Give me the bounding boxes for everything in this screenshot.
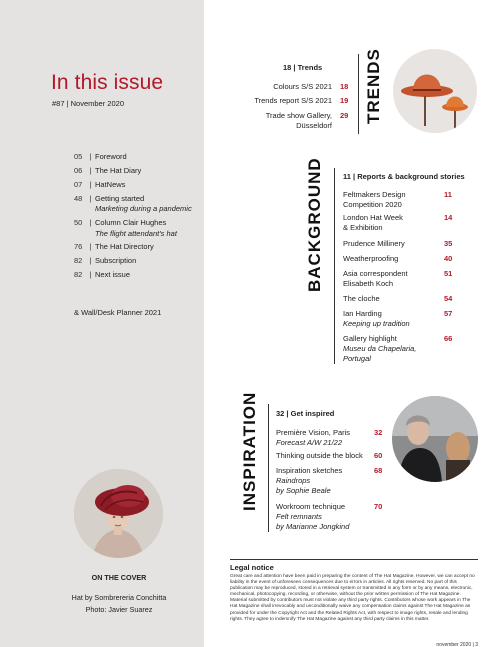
trends-item-title-line2: Düsseldorf <box>296 121 332 130</box>
inspiration-divider <box>268 404 269 532</box>
background-item-title: Gallery highlight <box>343 334 397 343</box>
trends-heading: 18 | Trends <box>283 63 323 72</box>
toc-page: 82 <box>74 256 83 266</box>
background-item[interactable] <box>343 254 438 264</box>
inspiration-item-title: Thinking outside the block <box>276 451 363 460</box>
toc-subtitle: The flight attendant's hat <box>95 228 177 238</box>
toc-subtitle: Marketing during a pandemic <box>95 204 192 214</box>
trends-item-page: 29 <box>340 111 349 120</box>
toc-list <box>74 152 202 284</box>
background-item-subtitle-line2: Portugal <box>343 354 371 363</box>
toc-separator: | <box>89 179 92 189</box>
toc-page: 48 <box>74 193 83 203</box>
trends-item[interactable] <box>236 111 332 131</box>
cover-caption <box>58 572 180 616</box>
legal-body: Great care and attention have been paid in preparing the content of The Hat Magazine. However, we can accept no liability in the event of unforeseen consequences due to errors in articles. All rights reserved. No part of this publication may be reproduced, stored in a retrieval system or transmitted in any form or by any means, electronic, mechanical, photocopying, recording, or otherwise, without the prior written permission of The Hat Magazine. Material submitted by contributors must not violate any third party rights. Contributors whose work appears in The Hat Magazine shall irrevocably and unconditionally waive any compensation claims against The Hat Magazine as provided for under the Copyright Act and the Related Rights Act, with respect to image rights, resale and lending rights. They agree to indemnify The Hat Magazine against any third party claims in this matter. <box>230 574 475 622</box>
toc-separator: | <box>89 152 92 161</box>
trends-item[interactable] <box>236 82 332 92</box>
inspiration-item[interactable] <box>276 451 376 461</box>
cover-credit-hat: Hat by Sombrereria Conchitta <box>71 593 167 602</box>
trends-item-title: Trends report S/S 2021 <box>254 96 332 105</box>
toc-page: 76 <box>74 242 83 252</box>
planner-note: & Wall/Desk Planner 2021 <box>74 308 162 317</box>
background-item-page: 35 <box>444 239 453 248</box>
background-item-page: 40 <box>444 254 453 263</box>
toc-item[interactable] <box>74 270 202 281</box>
trends-photo <box>393 49 477 133</box>
toc-title: HatNews <box>95 179 126 189</box>
background-item-page: 66 <box>444 334 453 343</box>
inspiration-item-subtitle: Forecast A/W 21/22 <box>276 438 342 447</box>
inspiration-section-label: INSPIRATION <box>240 391 259 511</box>
background-item-title-line2: & Exhibition <box>343 223 383 232</box>
inspiration-item[interactable] <box>276 466 376 496</box>
toc-title: The Hat Directory <box>95 242 154 252</box>
inspiration-item-page: 32 <box>374 428 383 437</box>
background-item[interactable] <box>343 294 438 304</box>
toc-separator: | <box>89 193 92 203</box>
page-title: In this issue <box>51 71 164 94</box>
trends-item-title: Colours S/S 2021 <box>273 82 332 91</box>
inspiration-item[interactable] <box>276 502 376 532</box>
toc-title: Column Clair Hughes <box>95 218 167 228</box>
trends-item-title: Trade show Gallery, <box>265 111 332 120</box>
toc-separator: | <box>89 218 92 228</box>
background-item-title: Asia correspondent <box>343 269 408 278</box>
legal-notice <box>230 559 478 623</box>
background-item-title: Prudence Millinery <box>343 239 405 248</box>
cover-heading: ON THE COVER <box>91 573 147 582</box>
cover-photo <box>74 469 163 558</box>
issue-number: #87 | November 2020 <box>52 99 124 108</box>
toc-page: 05 <box>74 152 83 161</box>
toc-page: 82 <box>74 270 83 280</box>
background-item[interactable] <box>343 309 438 329</box>
inspiration-item-subtitle: Raindrops <box>276 476 311 485</box>
toc-separator: | <box>89 165 92 175</box>
toc-item[interactable] <box>74 194 202 215</box>
background-item[interactable] <box>343 190 438 210</box>
trends-item-page: 19 <box>340 96 349 105</box>
background-item[interactable] <box>343 269 438 289</box>
toc-page: 06 <box>74 165 83 175</box>
legal-heading: Legal notice <box>230 563 274 572</box>
inspiration-item-title: Inspiration sketches <box>276 466 343 475</box>
toc-item[interactable] <box>74 166 202 177</box>
page-footer: november 2020 | 3 <box>436 642 478 647</box>
cover-credit-photo: Photo: Javier Suarez <box>85 605 153 614</box>
background-item-page: 54 <box>444 294 453 303</box>
background-item[interactable] <box>343 334 438 364</box>
trends-item[interactable] <box>236 96 332 106</box>
toc-title-block <box>95 218 202 239</box>
background-item-title: The cloche <box>343 294 380 303</box>
toc-item[interactable] <box>74 256 202 267</box>
toc-title: Getting started <box>95 193 145 203</box>
background-heading: 11 | Reports & background stories <box>343 172 465 181</box>
inspiration-item-page: 60 <box>374 451 383 460</box>
background-divider <box>334 168 335 364</box>
toc-title: The Hat Diary <box>95 165 142 175</box>
inspiration-photo <box>392 396 478 482</box>
toc-item[interactable] <box>74 180 202 191</box>
background-item-page: 11 <box>444 190 452 199</box>
background-item-title-line2: Elisabeth Koch <box>343 279 394 288</box>
background-item-subtitle: Museu da Chapelaria, <box>343 344 417 353</box>
background-item-page: 14 <box>444 213 453 222</box>
toc-separator: | <box>89 242 92 252</box>
toc-item[interactable] <box>74 218 202 239</box>
inspiration-item-subtitle-line2: by Sophie Beale <box>276 486 331 495</box>
background-item-page: 57 <box>444 309 453 318</box>
inspiration-item-subtitle: Felt remnants <box>276 512 322 521</box>
trends-section-label: TRENDS <box>364 48 383 124</box>
trends-divider <box>358 54 359 134</box>
background-section-label: BACKGROUND <box>305 157 324 292</box>
toc-separator: | <box>89 256 92 266</box>
background-item[interactable] <box>343 239 438 249</box>
toc-title: Next issue <box>95 270 131 280</box>
inspiration-heading: 32 | Get inspired <box>276 409 335 418</box>
inspiration-item-title: Workroom technique <box>276 502 346 511</box>
trends-item-page: 18 <box>340 82 349 91</box>
toc-title: Subscription <box>95 256 137 266</box>
toc-title: Foreword <box>95 152 127 161</box>
inspiration-item-page: 70 <box>374 502 383 511</box>
background-item-title-line2: Competition 2020 <box>343 200 402 209</box>
toc-page: 07 <box>74 179 83 189</box>
background-item-title: London Hat Week <box>343 213 403 222</box>
background-item-title: Ian Harding <box>343 309 382 318</box>
background-item[interactable] <box>343 213 438 233</box>
inspiration-item-subtitle-line2: by Marianne Jongkind <box>276 522 350 531</box>
inspiration-item-page: 68 <box>374 466 383 475</box>
left-panel <box>0 0 204 647</box>
toc-title-block <box>95 194 202 215</box>
background-item-page: 51 <box>444 269 453 278</box>
background-item-subtitle: Keeping up tradition <box>343 319 410 328</box>
toc-item[interactable] <box>74 242 202 253</box>
background-item-title: Feltmakers Design <box>343 190 406 199</box>
toc-item[interactable] <box>74 152 202 163</box>
inspiration-item-title: Première Vision, Paris <box>276 428 351 437</box>
background-item-title: Weatherproofing <box>343 254 399 263</box>
inspiration-item[interactable] <box>276 428 376 448</box>
toc-page: 50 <box>74 218 83 228</box>
toc-separator: | <box>89 270 92 280</box>
